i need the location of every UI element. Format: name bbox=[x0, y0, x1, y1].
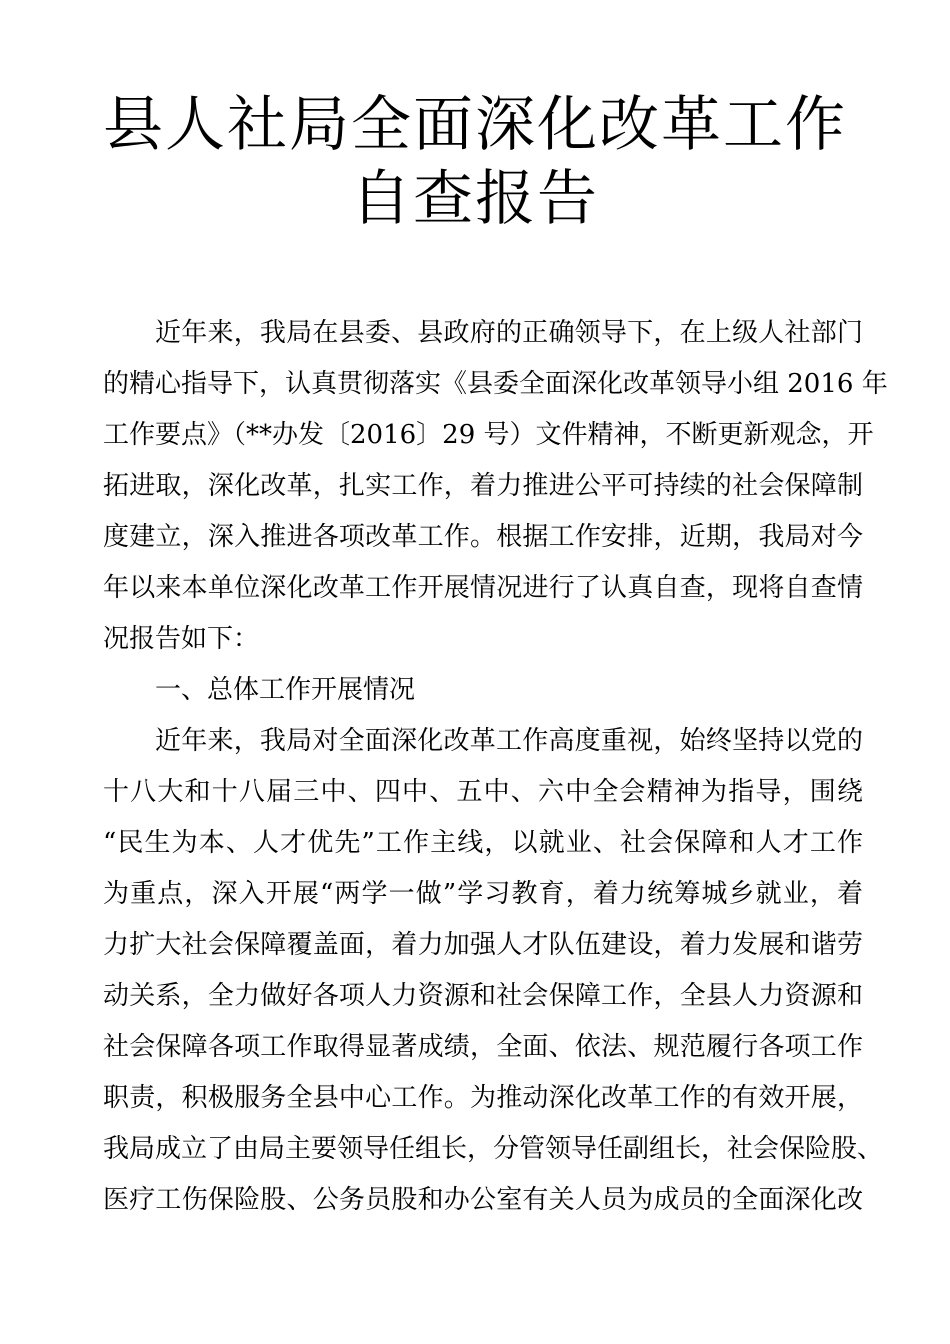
body-line: 近年来，我局在县委、县政府的正确领导下，在上级人社部门 bbox=[155, 318, 863, 348]
section-heading: 一、总体工作开展情况 bbox=[155, 675, 416, 705]
body-line: 近年来，我局对全面深化改革工作高度重视，始终坚持以党的 bbox=[155, 726, 863, 756]
title-line-1: 县人社局全面深化改革工作 bbox=[103, 90, 847, 160]
body-line: 年以来本单位深化改革工作开展情况进行了认真自查，现将自查情 bbox=[103, 573, 863, 603]
body-line: 度建立，深入推进各项改革工作。根据工作安排，近期，我局对今 bbox=[103, 522, 863, 552]
body-line: 动关系，全力做好各项人力资源和社会保障工作，全县人力资源和 bbox=[103, 981, 863, 1011]
document-title bbox=[0, 88, 950, 236]
body-line: 拓进取，深化改革，扎实工作，着力推进公平可持续的社会保障制 bbox=[103, 471, 863, 501]
title-line-2: 自查报告 bbox=[351, 164, 599, 234]
body-line: 职责，积极服务全县中心工作。为推动深化改革工作的有效开展， bbox=[103, 1083, 863, 1113]
body-line: 为重点，深入开展“两学一做”学习教育，着力统筹城乡就业，着 bbox=[103, 879, 863, 909]
body-line: 况报告如下： bbox=[103, 624, 260, 654]
body-line: 力扩大社会保障覆盖面，着力加强人才队伍建设，着力发展和谐劳 bbox=[103, 930, 863, 960]
body-line: 工作要点》（**办发〔2016〕29 号）文件精神，不断更新观念，开 bbox=[103, 420, 874, 450]
body-line: 十八大和十八届三中、四中、五中、六中全会精神为指导，围绕 bbox=[103, 777, 863, 807]
body-line: 我局成立了由局主要领导任组长，分管领导任副组长，社会保险股、 bbox=[103, 1134, 884, 1164]
body-line: 医疗工伤保险股、公务员股和办公室有关人员为成员的全面深化改 bbox=[103, 1185, 863, 1215]
document-body bbox=[103, 308, 888, 1226]
body-line: 社会保障各项工作取得显著成绩，全面、依法、规范履行各项工作 bbox=[103, 1032, 863, 1062]
body-line: “民生为本、人才优先”工作主线，以就业、社会保障和人才工作 bbox=[103, 828, 863, 858]
body-line: 的精心指导下，认真贯彻落实《县委全面深化改革领导小组 2016 年 bbox=[103, 369, 888, 399]
